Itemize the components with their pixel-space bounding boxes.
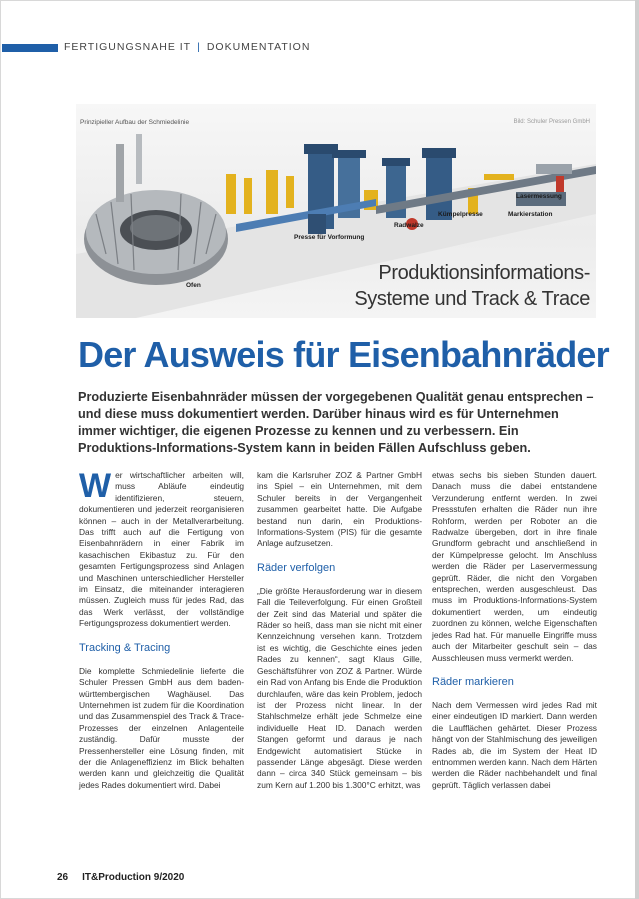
label-markierstation: Markierstation xyxy=(508,211,553,218)
col1-paragraph-2: Die komplette Schmiedelinie lieferte die Schuler Pressen GmbH aus dem baden-württembergischen Waghäusel. Das Unternehmen ist zudem für die Koordination und das Zusammenspiel des Track & Trace-Prozesses der einzelnen Anlagenteile zuständig. Dafür musste der Pressenhersteller eine Lösung finden, mit der die Anlageneffizienz im Blick behalten werden kann und gleichzeitig die Qualität jedes Rades dokumentiert wird. Dabei xyxy=(79,665,244,790)
label-ofen: Ofen xyxy=(186,282,201,289)
figure-title-line1: Produktionsinformations- xyxy=(378,262,590,284)
col1-paragraph-1 xyxy=(79,467,244,630)
subheading-tracking-tracing: Tracking & Tracing xyxy=(79,641,171,654)
label-kuempelpresse: Kümpelpresse xyxy=(438,211,483,218)
header-section: FERTIGUNGSNAHE IT xyxy=(64,41,192,53)
col1-paragraph-1-text: er wirtschaftlicher arbeiten will, muss Abläufe eindeutig identifizieren, steuern, dokumentieren und jederzeit reorganisieren können – auch in der Metallverarbeitung. Das trifft auch auf die Fertigung von Eisenbahnrädern in einer Fabrik im kasachischen Ekibastuz zu. Für den gesamten Fertigungsprozess sind Anlagen und Maschinen unterschiedlicher Hersteller im Einsatz, die miteinander interagieren müssen. Zugleich muss für jedes Rad, das das Werk verlässt, der vollständige Fertigungsprozess dokumentiert werden. xyxy=(79,470,244,629)
running-header xyxy=(64,41,310,53)
magazine-issue: IT&Production 9/2020 xyxy=(82,872,185,883)
article-headline: Der Ausweis für Eisenbahnräder xyxy=(78,334,609,375)
col2-paragraph-1: kam die Karlsruher ZOZ & Partner GmbH ins Spiel – ein Unternehmen, mit dem Schuler bereits in der Vergangenheit zusammen gearbeitet hatte. Die Aufgabe bestand nun darin, ein Produktions-Informations-System (PIS) für die gesamte Anlage aufzusetzen. xyxy=(257,470,422,549)
figure-title-line2: Systeme und Track & Trace xyxy=(354,288,590,310)
label-radwalze: Radwalze xyxy=(394,222,424,229)
text-column-3 xyxy=(432,470,597,802)
text-column-1 xyxy=(79,467,244,802)
article-lead: Produzierte Eisenbahnräder müssen der vorgegebenen Qualität genau entsprechen – und diese muss dokumentiert werden. Darüber hinaus wird es für Unternehmen immer wichtiger, die eigenen Prozesse zu kennen und zu verbessern. Ein Produktions-Informations-System kann in beiden Fällen Aufschluss geben. xyxy=(78,390,594,455)
viewer-scrollbar[interactable] xyxy=(635,0,639,899)
label-presse-vorformung: Presse für Vorformung xyxy=(294,234,365,241)
section-color-bar xyxy=(2,44,58,52)
col2-paragraph-2: „Die größte Herausforderung war in diesem Fall die Teileverfolgung. Für einen Großteil der Zeit sind das Material und später die Räder so heiß, dass man sie nicht mit einer Kennzeichnung versehen kann. Trotzdem ist es wichtig, die Geschichte eines jeden Rades zu kennen“, sagt Klaus Gille, Geschäftsführer von ZOZ & Partner. Würde ein Rad von Anfang bis Ende die Produktion durchlaufen, wäre das kein Problem, jedoch ist der Prozess nicht linear. In der Stahlschmelze erhält jede Schmelze eine individuelle Heat ID. Danach werden Stangen geformt und daraus je nach Endgewicht automatisiert Stücke in passender Länge abgesägt. Diese werden dann – circa 340 Stück gemeinsam – bis zum Kern auf 1.200 bis 1.300°C erhitzt, was xyxy=(257,585,422,790)
forging-line-illustration xyxy=(76,104,596,318)
header-separator: | xyxy=(197,41,201,53)
label-lasermessung: Lasermessung xyxy=(516,193,562,200)
col3-paragraph-2: Nach dem Vermessen wird jedes Rad mit einer eindeutigen ID markiert. Dann werden die Laufflächen gehärtet. Dieser Prozess hängt von der Stahlmischung des jeweiligen Rades ab, die im System der Heat ID entnommen werden kann. Nach dem Härten werden die Räder nachbehandelt und final geprüft. Täglich verlassen dabei xyxy=(432,699,597,790)
figure-title xyxy=(354,260,590,312)
subheading-raeder-markieren: Räder markieren xyxy=(432,675,514,688)
page-footer xyxy=(57,872,184,883)
page-number: 26 xyxy=(57,872,69,883)
drop-cap: W xyxy=(79,467,112,505)
text-column-2 xyxy=(257,470,422,802)
figure-credit: Bild: Schuler Pressen GmbH xyxy=(513,119,590,125)
figure-caption: Prinzipieller Aufbau der Schmiedelinie xyxy=(80,119,190,126)
subheading-raeder-verfolgen: Räder verfolgen xyxy=(257,561,336,574)
header-category: DOKUMENTATION xyxy=(206,41,311,53)
col3-paragraph-1: etwas sechs bis sieben Stunden dauert. Danach muss die dabei entstandene Verzunderung entfernt werden. In zwei Pressstufen erhalten die Räder nun ihre Rohform, werden per Roboter an die Radwalze übergeben, dort in ihre finale Grundform gebracht und anschließend in der Kümpelpresse gelocht. Im Anschluss werden die Räder per Laservermessung geprüft. Räder, die nicht den Vorgaben entsprechen, werden ausgeschleust. Das muss im Produktions-Informations-System dokumentiert werden, um eindeutig zuordnen zu können, welche Eigenschaften jedes Rad hat. Für manuelle Eingriffe muss auch der Mitarbeiter geschult sein – das Ausschleusen muss vermerkt werden. xyxy=(432,470,597,663)
